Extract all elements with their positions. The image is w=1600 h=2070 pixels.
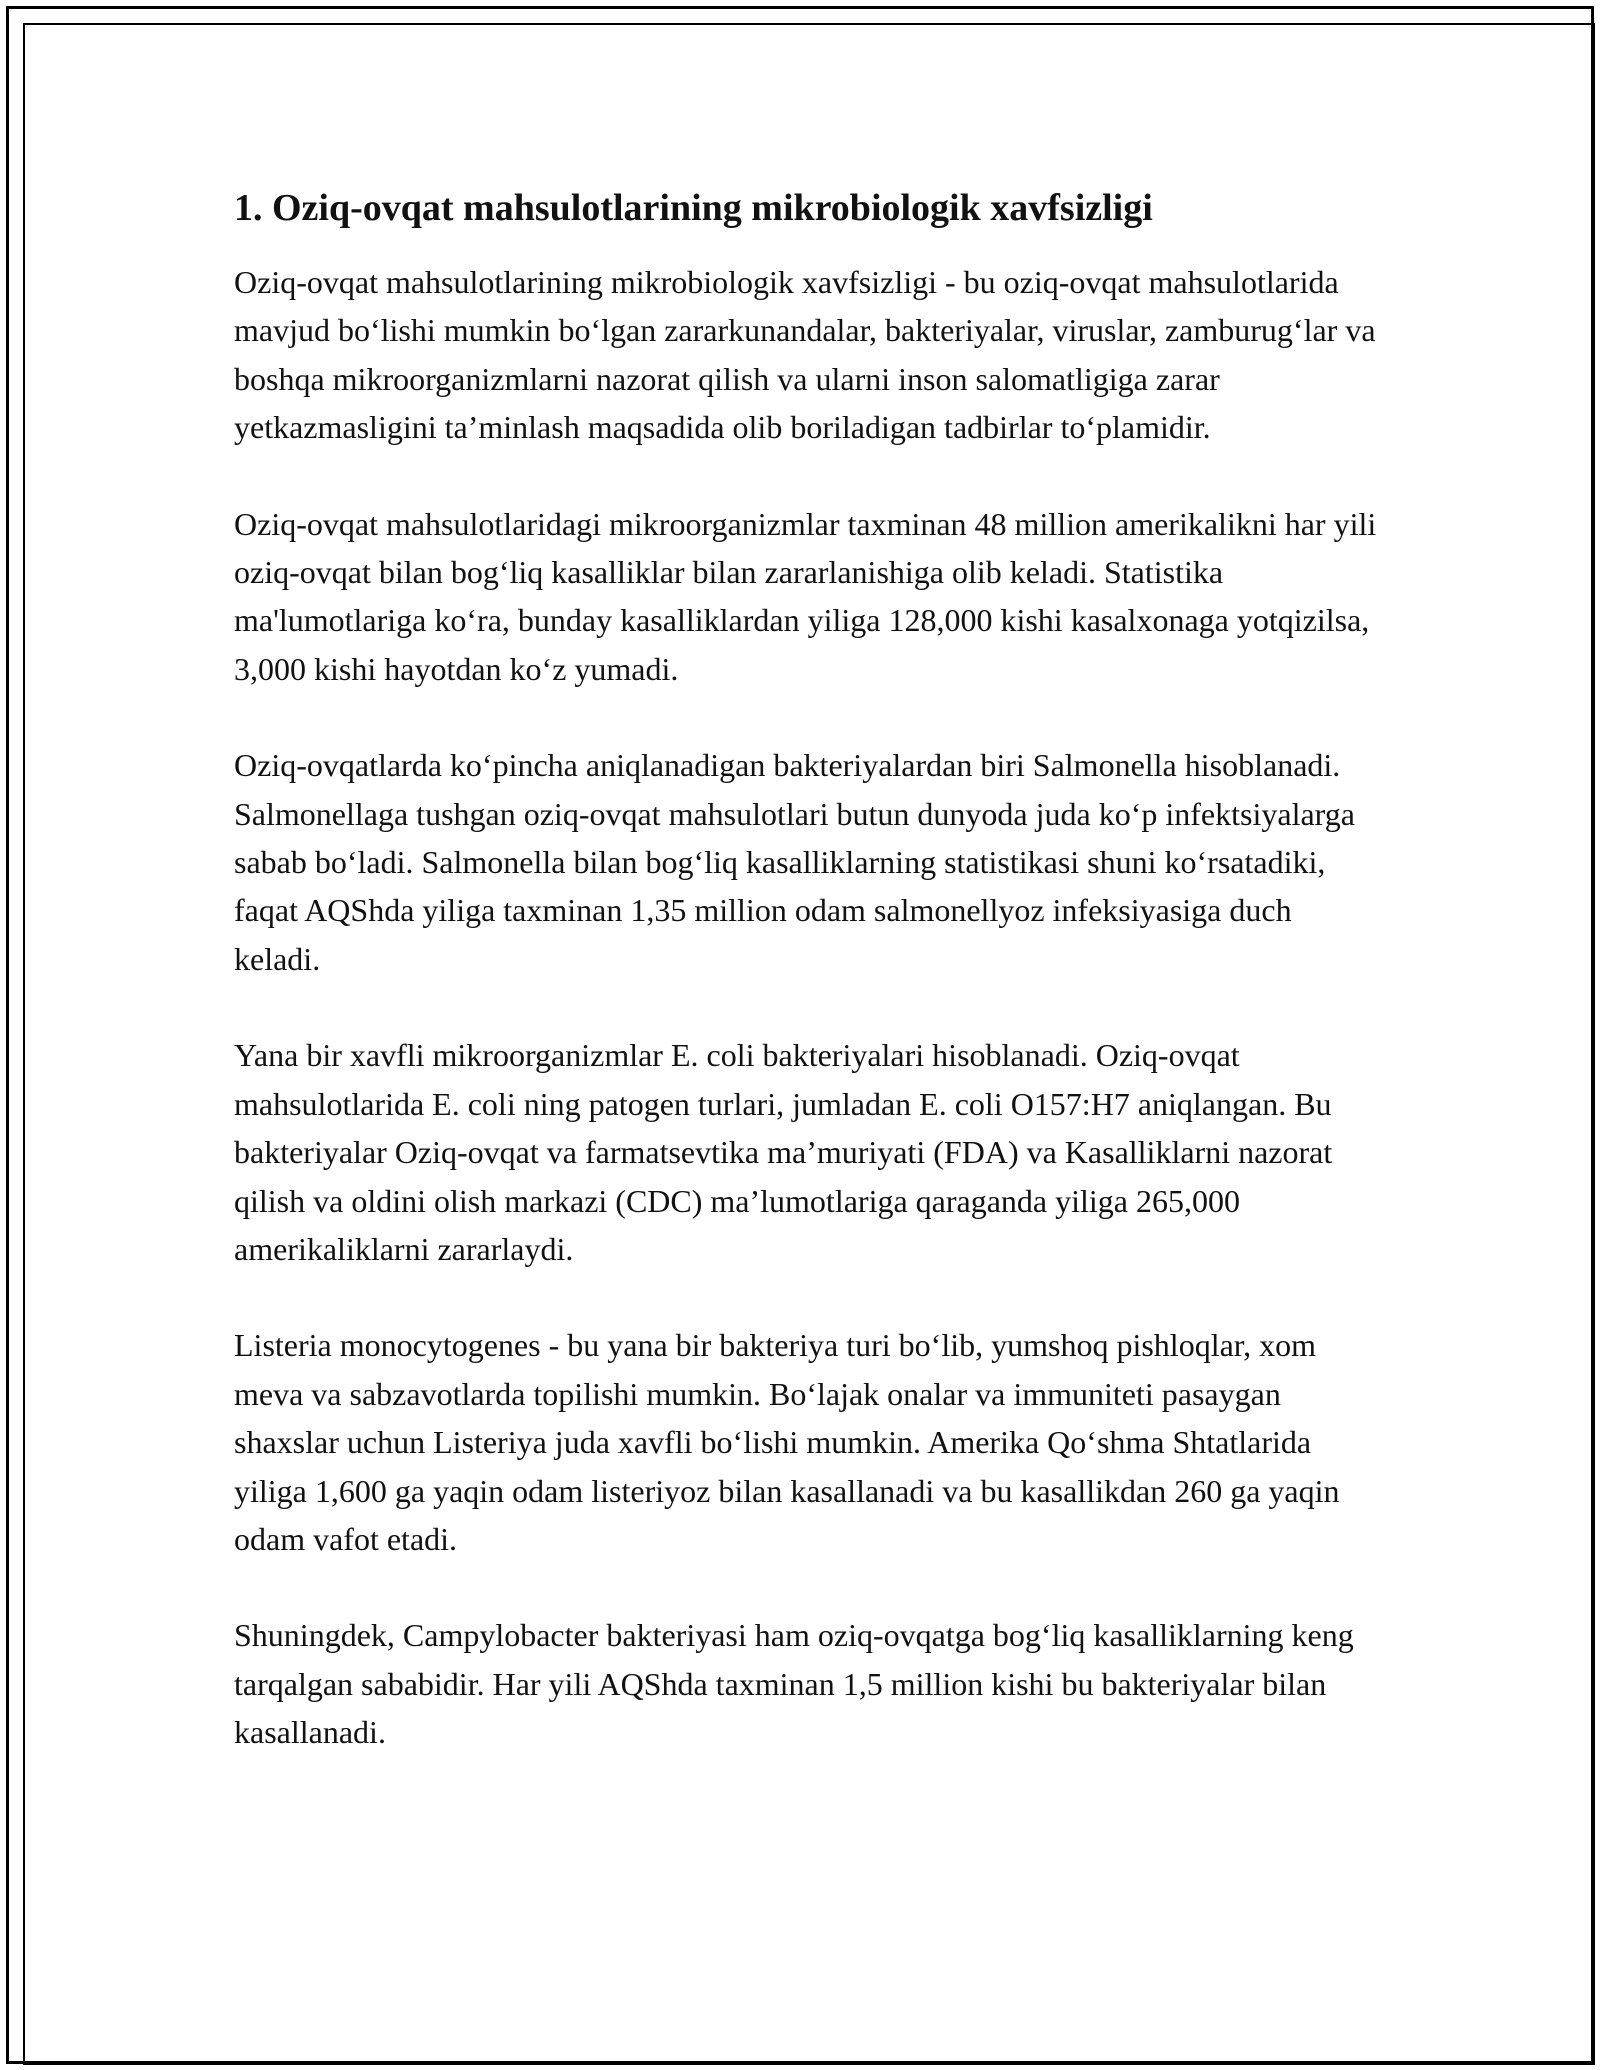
document-body	[234, 184, 1384, 1805]
paragraph-campylobacter: Shuningdek, Campylobacter bakteriyasi ham oziq-ovqatga bog‘liq kasalliklarning keng tarqalgan sababidir. Har yili AQShda taxminan 1,5 million kishi bu bakteriyalar bilan kasallanadi.	[234, 1617, 1354, 1751]
paragraph-ecoli: Yana bir xavfli mikroorganizmlar E. coli bakteriyalari hisoblanadi. Oziq-ovqat mahsulotlarida E. coli ning patogen turlari, jumladan E. coli O157:H7 aniqlangan. Bu bakteriyalar Oziq-ovqat va farmatsevtika ma’muriyati (FDA) va Kasalliklarni nazorat qilish va oldini olish markazi (CDC) ma’lumotlariga qaraganda yiliga 265,000 amerikaliklarni zararlaydi.	[234, 1037, 1333, 1267]
paragraph-salmonella: Oziq-ovqatlarda ko‘pincha aniqlanadigan bakteriyalardan biri Salmonella hisoblanadi. Salmonellaga tushgan oziq-ovqat mahsulotlari butun dunyoda juda ko‘p infektsiyalarga sabab bo‘ladi. Salmonella bilan bog‘liq kasalliklarning statistikasi shuni ko‘rsatadiki, faqat AQShda yiliga taxminan 1,35 million odam salmonellyoz infeksiyasiga duch keladi.	[234, 747, 1355, 977]
section-title: 1. Oziq-ovqat mahsulotlarining mikrobiologik xavfsizligi	[234, 187, 1153, 229]
paragraph-listeria: Listeria monocytogenes - bu yana bir bakteriya turi bo‘lib, yumshoq pishloqlar, xom meva va sabzavotlarda topilishi mumkin. Bo‘lajak onalar va immuniteti pasaygan shaxslar uchun Listeriya juda xavfli bo‘lishi mumkin. Amerika Qo‘shma Shtatlarida yiliga 1,600 ga yaqin odam listeriyoz bilan kasallanadi va bu kasallikdan 260 ga yaqin odam vafot etadi.	[234, 1327, 1340, 1557]
paragraph-statistics: Oziq-ovqat mahsulotlaridagi mikroorganizmlar taxminan 48 million amerikalikni har yili oziq-ovqat bilan bog‘liq kasalliklar bilan zararlanishiga olib keladi. Statistika ma'lumotlariga ko‘ra, bunday kasalliklardan yiliga 128,000 kishi kasalxonaga yotqizilsa, 3,000 kishi hayotdan ko‘z yumadi.	[234, 505, 1377, 687]
paragraph-definition: Oziq-ovqat mahsulotlarining mikrobiologik xavfsizligi - bu oziq-ovqat mahsulotlarida mavjud bo‘lishi mumkin bo‘lgan zararkunandalar, bakteriyalar, viruslar, zamburug‘lar va boshqa mikroorganizmlarni nazorat qilish va ularni inson salomatligiga zarar yetkazmasligini ta’minlash maqsadida olib boriladigan tadbirlar to‘plamidir.	[234, 264, 1376, 446]
